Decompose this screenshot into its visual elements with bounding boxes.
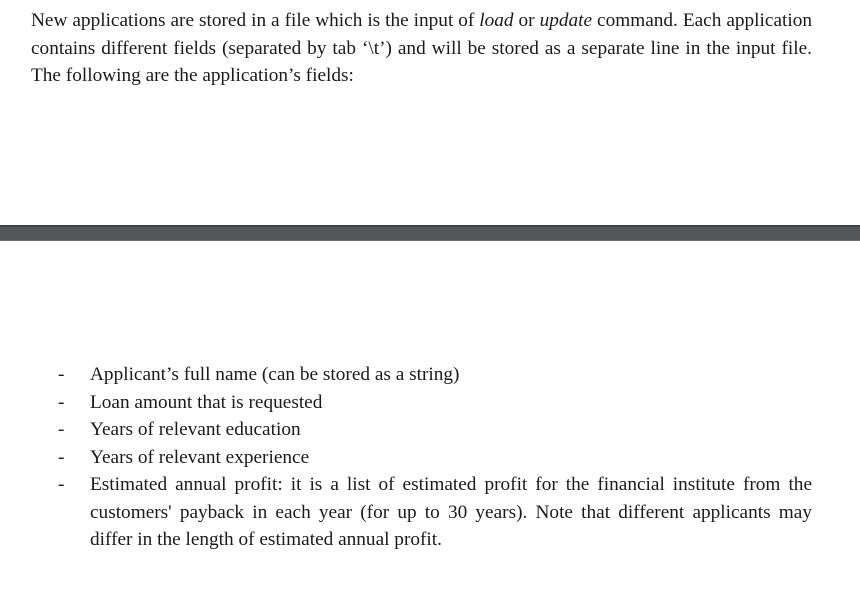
bullet-dash: - bbox=[58, 419, 65, 440]
list-item-education-years bbox=[0, 416, 860, 444]
field-text: Estimated annual profit: it is a list of estimated profit for the financial institute from the customers' payback in each year (for up to 30 years). Note that different applicants may differ in the length of estimated annual profit. bbox=[90, 474, 812, 550]
intro-text-part3: command. Each application contains different fields (separated by tab ‘\t’) and will be stored as a separate line in the input file. The following are the application’s fields: bbox=[31, 10, 813, 86]
list-item-experience-years bbox=[0, 444, 860, 472]
document-page-top bbox=[0, 0, 860, 225]
list-item-annual-profit bbox=[0, 471, 860, 554]
bullet-dash: - bbox=[58, 474, 65, 495]
list-item-loan-amount bbox=[0, 389, 860, 417]
field-text: Loan amount that is requested bbox=[90, 391, 323, 413]
intro-paragraph bbox=[31, 7, 812, 90]
field-text: Years of relevant experience bbox=[90, 446, 310, 468]
bullet-dash: - bbox=[58, 446, 65, 468]
list-item-full-name bbox=[0, 361, 860, 389]
field-text: Years of relevant education bbox=[90, 419, 301, 440]
page-break-separator bbox=[0, 225, 860, 241]
field-text: Applicant’s full name (can be stored as a string) bbox=[90, 364, 460, 385]
application-fields-list bbox=[0, 361, 860, 554]
intro-text-part1: New applications are stored in a file which is the input of bbox=[31, 10, 480, 31]
document-page-bottom bbox=[0, 241, 860, 592]
load-command-text: load bbox=[479, 10, 514, 31]
intro-text-part2: or bbox=[513, 10, 540, 31]
bullet-dash: - bbox=[58, 364, 65, 385]
update-command-text: update bbox=[539, 10, 593, 31]
bullet-dash: - bbox=[58, 391, 65, 413]
